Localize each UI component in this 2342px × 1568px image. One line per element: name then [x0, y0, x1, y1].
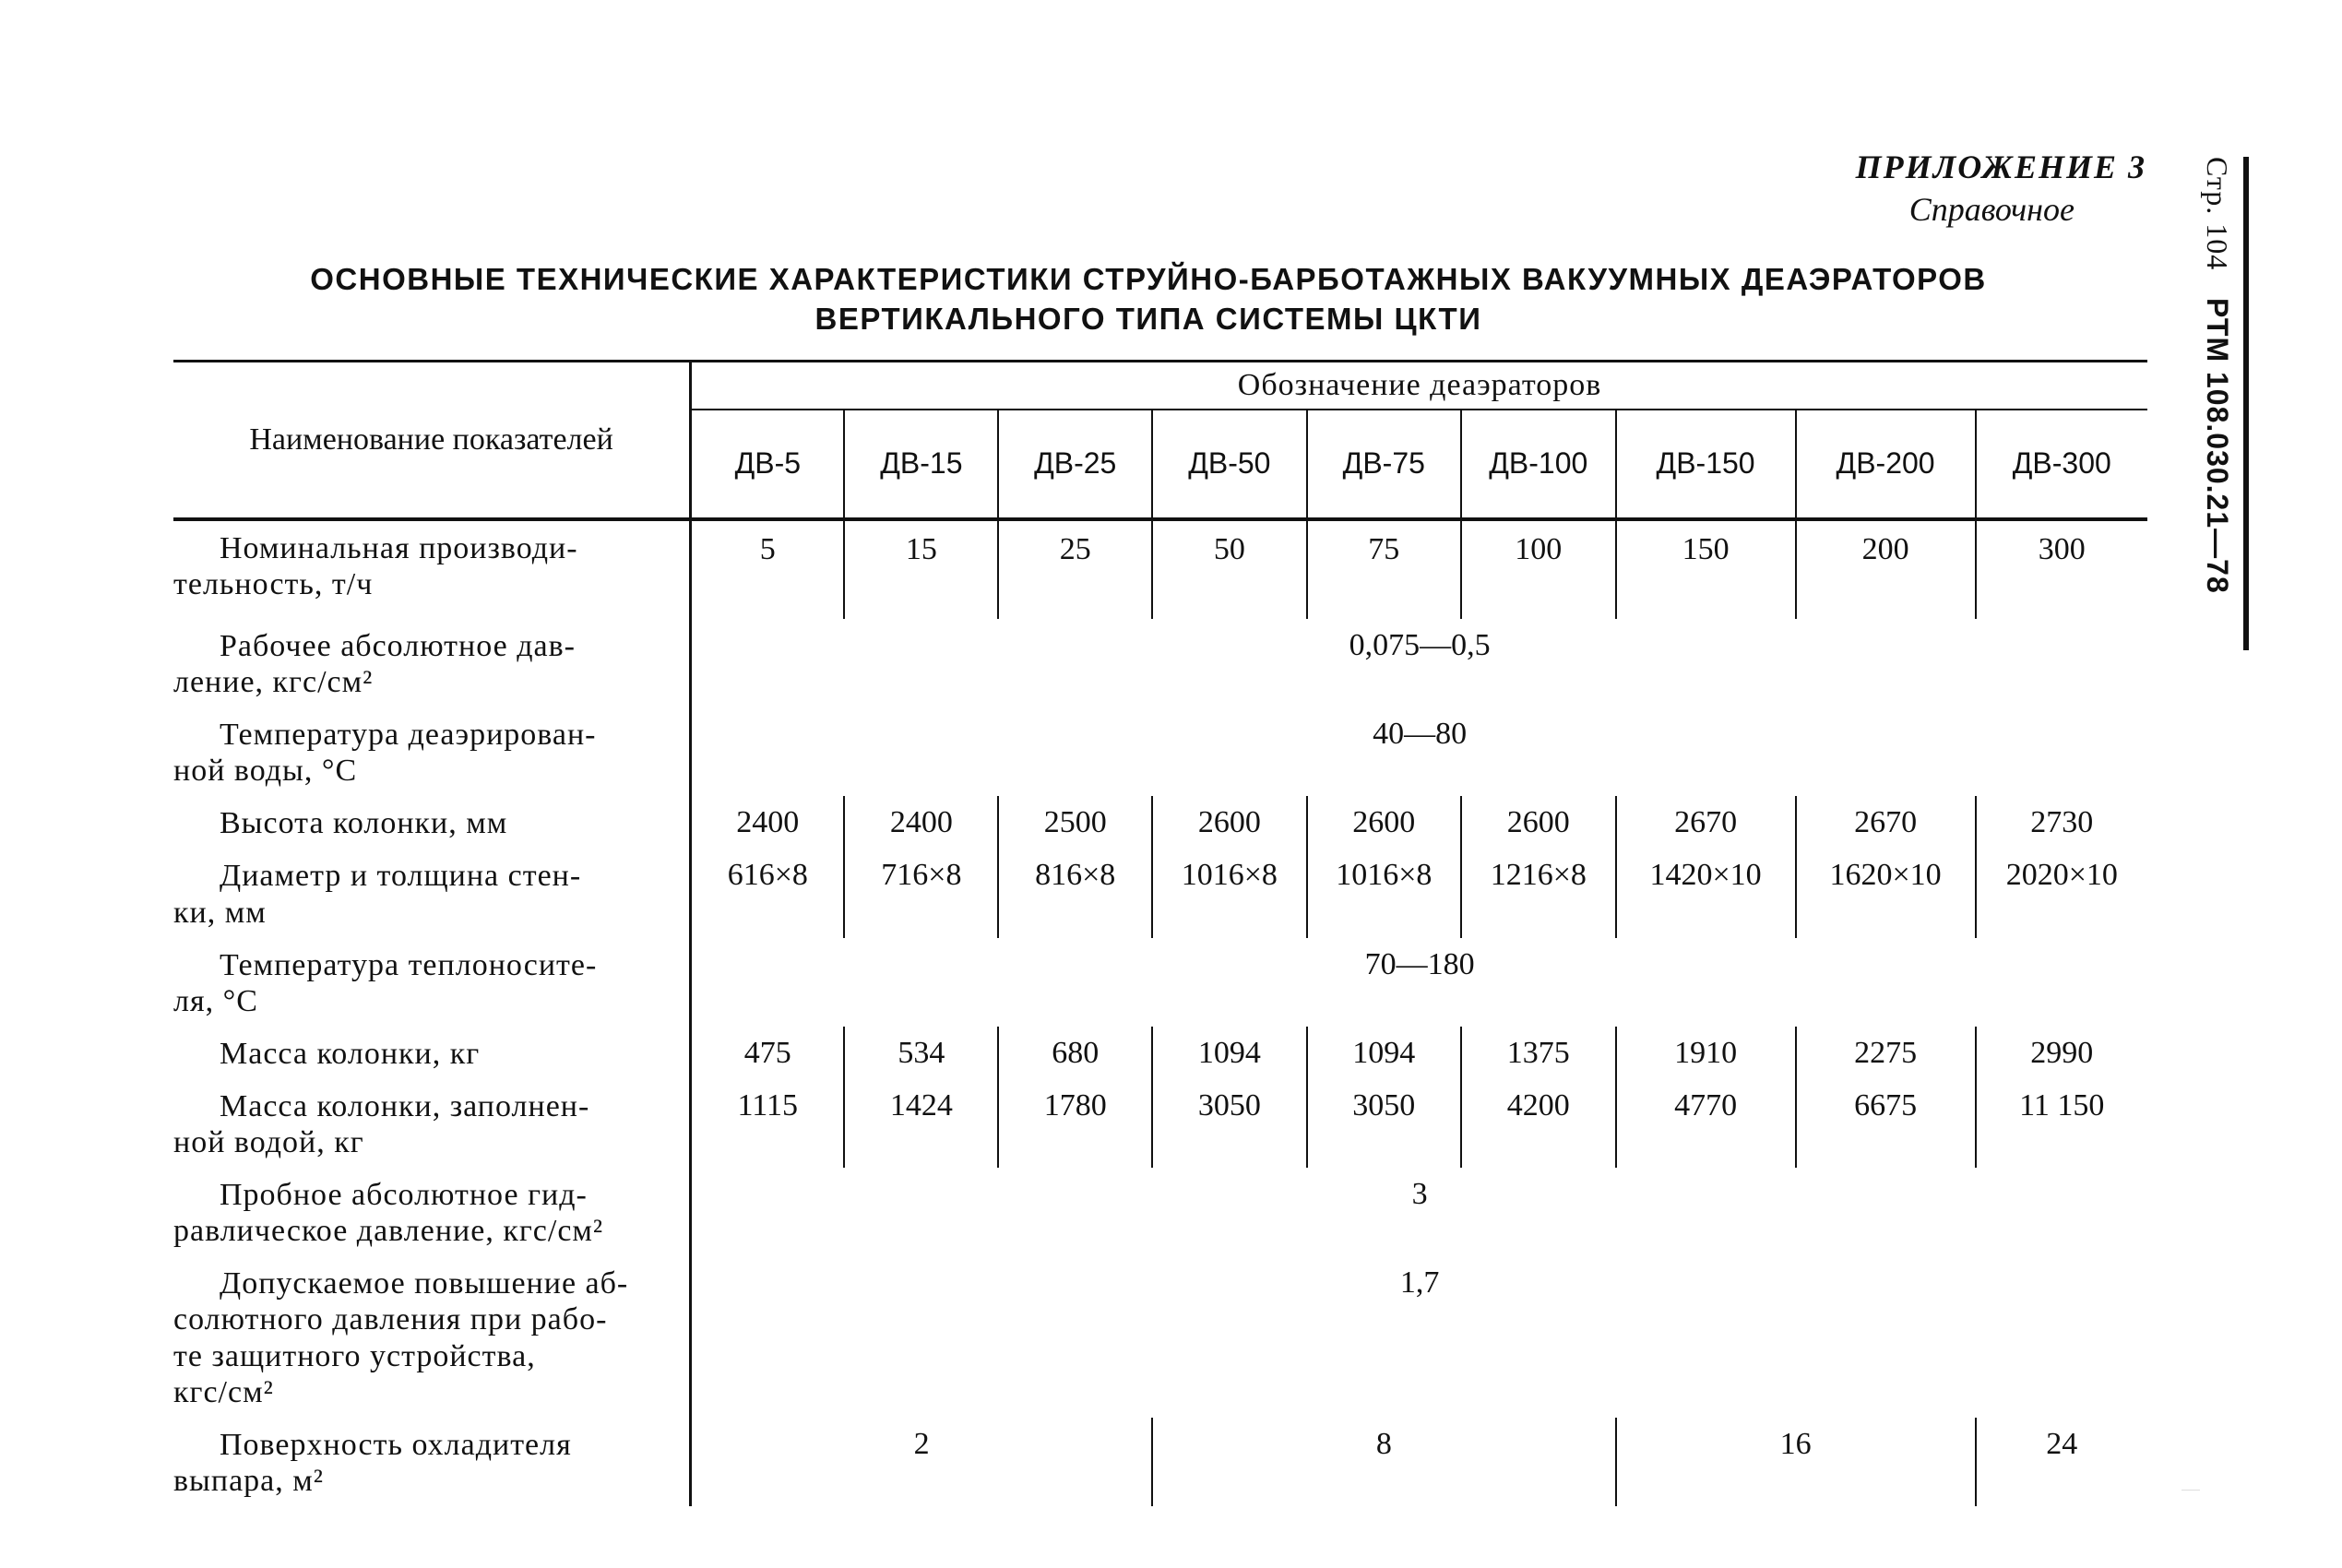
row-label: Температура деаэрирован- ной воды, °С [173, 707, 691, 796]
table-row [173, 707, 2147, 796]
model-header: ДВ-25 [998, 410, 1152, 519]
table-cell: 616×8 [691, 849, 845, 937]
document-code: РТМ 108.030.21—78 [2201, 297, 2234, 594]
table-row [173, 796, 2147, 849]
table-cell: 2670 [1796, 796, 1976, 849]
table-cell: 716×8 [844, 849, 998, 937]
table-cell: 1094 [1307, 1027, 1461, 1079]
model-header: ДВ-100 [1461, 410, 1616, 519]
table-cell: 2275 [1796, 1027, 1976, 1079]
table-cell: 2600 [1307, 796, 1461, 849]
model-header: ДВ-300 [1976, 410, 2147, 519]
name-column-header: Наименование показателей [173, 362, 691, 520]
table-cell: 70—180 [1364, 946, 1475, 981]
table-cell: 1424 [844, 1079, 998, 1168]
table-cell: 2 [691, 1418, 1152, 1506]
table-cell: 2730 [2030, 805, 2094, 840]
table-cell: 2600 [1461, 796, 1616, 849]
model-header: ДВ-15 [844, 410, 998, 519]
table-cell: 1780 [998, 1079, 1152, 1168]
row-label: Высота колонки, мм [173, 796, 691, 849]
table-row [173, 1079, 2147, 1168]
side-header [2200, 157, 2249, 650]
table-cell: 0,075—0,5 [1349, 628, 1491, 662]
table-cell: 534 [844, 1027, 998, 1079]
table-cell: 816×8 [998, 849, 1152, 937]
model-header: ДВ-150 [1616, 410, 1796, 519]
row-label: Диаметр и толщина стен- ки, мм [173, 849, 691, 937]
appendix-header [1856, 146, 2146, 231]
table-row [173, 1256, 2147, 1417]
table-cell: 3050 [1307, 1079, 1461, 1168]
table-cell: 2670 [1616, 796, 1796, 849]
table-cell: 75 [1307, 519, 1461, 619]
title-line-2: ВЕРТИКАЛЬНОГО ТИПА СИСТЕМЫ ЦКТИ [814, 301, 1482, 336]
table-cell: 1910 [1616, 1027, 1796, 1079]
model-header: ДВ-5 [691, 410, 845, 519]
row-label: Поверхность охладителя выпара, м² [173, 1418, 691, 1506]
table-cell: 2990 [2030, 1035, 2094, 1070]
row-label: Пробное абсолютное гид- равлическое давление, кгс/см² [173, 1168, 691, 1256]
table-cell: 16 [1616, 1418, 1976, 1506]
row-label: Масса колонки, кг [173, 1027, 691, 1079]
table-cell: 11 150 [2019, 1087, 2105, 1123]
table-cell: 475 [691, 1027, 845, 1079]
table-cell: 150 [1616, 519, 1796, 619]
title-line-1: ОСНОВНЫЕ ТЕХНИЧЕСКИЕ ХАРАКТЕРИСТИКИ СТРУЙНО-БАРБОТАЖНЫХ ВАКУУМНЫХ ДЕАЭРАТОРОВ [310, 262, 1987, 296]
table-cell: 5 [691, 519, 845, 619]
table-row [173, 849, 2147, 937]
table-cell: 15 [844, 519, 998, 619]
table-cell: 100 [1461, 519, 1616, 619]
scan-mark [2182, 1490, 2200, 1491]
table-row [173, 938, 2147, 1027]
table-cell: 6675 [1796, 1079, 1976, 1168]
table-cell: 680 [998, 1027, 1152, 1079]
table-cell: 2020×10 [2005, 858, 2118, 893]
row-label: Температура теплоносите- ля, °С [173, 938, 691, 1027]
spec-table [173, 360, 2147, 1506]
table-cell: 2500 [998, 796, 1152, 849]
table-cell: 1620×10 [1796, 849, 1976, 937]
table-cell: 1420×10 [1616, 849, 1796, 937]
table-cell: 1216×8 [1461, 849, 1616, 937]
table-row [173, 1168, 2147, 1256]
appendix-label: ПРИЛОЖЕНИЕ 3 [1855, 148, 2146, 185]
row-label: Номинальная производи- тельность, т/ч [173, 519, 691, 619]
row-label: Рабочее абсолютное дав- ление, кгс/см² [173, 619, 691, 707]
table-row [173, 619, 2147, 707]
table-cell: 3050 [1152, 1079, 1306, 1168]
table-row [173, 1418, 2147, 1506]
table-cell: 8 [1152, 1418, 1615, 1506]
table-cell: 24 [2046, 1426, 2078, 1461]
table-cell: 1,7 [1399, 1265, 1440, 1301]
table-cell: 4200 [1461, 1079, 1616, 1168]
table-row [173, 1027, 2147, 1079]
table-cell: 25 [998, 519, 1152, 619]
table-cell: 1115 [691, 1079, 845, 1168]
model-header: ДВ-200 [1796, 410, 1976, 519]
model-header: ДВ-75 [1307, 410, 1461, 519]
page-number: Стр. 104 [2201, 157, 2234, 271]
table-cell: 1375 [1461, 1027, 1616, 1079]
table-cell: 3 [1411, 1177, 1428, 1212]
table-cell: 1016×8 [1307, 849, 1461, 937]
table-cell: 200 [1796, 519, 1976, 619]
table-cell: 40—80 [1373, 717, 1468, 752]
model-header: ДВ-50 [1152, 410, 1306, 519]
row-label: Допускаемое повышение аб- солютного давления при рабо- те защитного устройства, кгс/см² [173, 1256, 691, 1417]
table-cell: 1016×8 [1152, 849, 1306, 937]
table-cell: 4770 [1616, 1079, 1796, 1168]
table-cell: 2600 [1152, 796, 1306, 849]
appendix-type: Справочное [1908, 191, 2075, 229]
row-label: Масса колонки, заполнен- ной водой, кг [173, 1079, 691, 1168]
model-group-header: Обозначение деаэраторов [691, 362, 2147, 410]
table-cell: 300 [2038, 532, 2086, 566]
table-cell: 50 [1152, 519, 1306, 619]
table-row [173, 519, 2147, 619]
table-cell: 2400 [844, 796, 998, 849]
table-cell: 2400 [691, 796, 845, 849]
page-title [166, 260, 2131, 339]
table-cell: 1094 [1152, 1027, 1306, 1079]
